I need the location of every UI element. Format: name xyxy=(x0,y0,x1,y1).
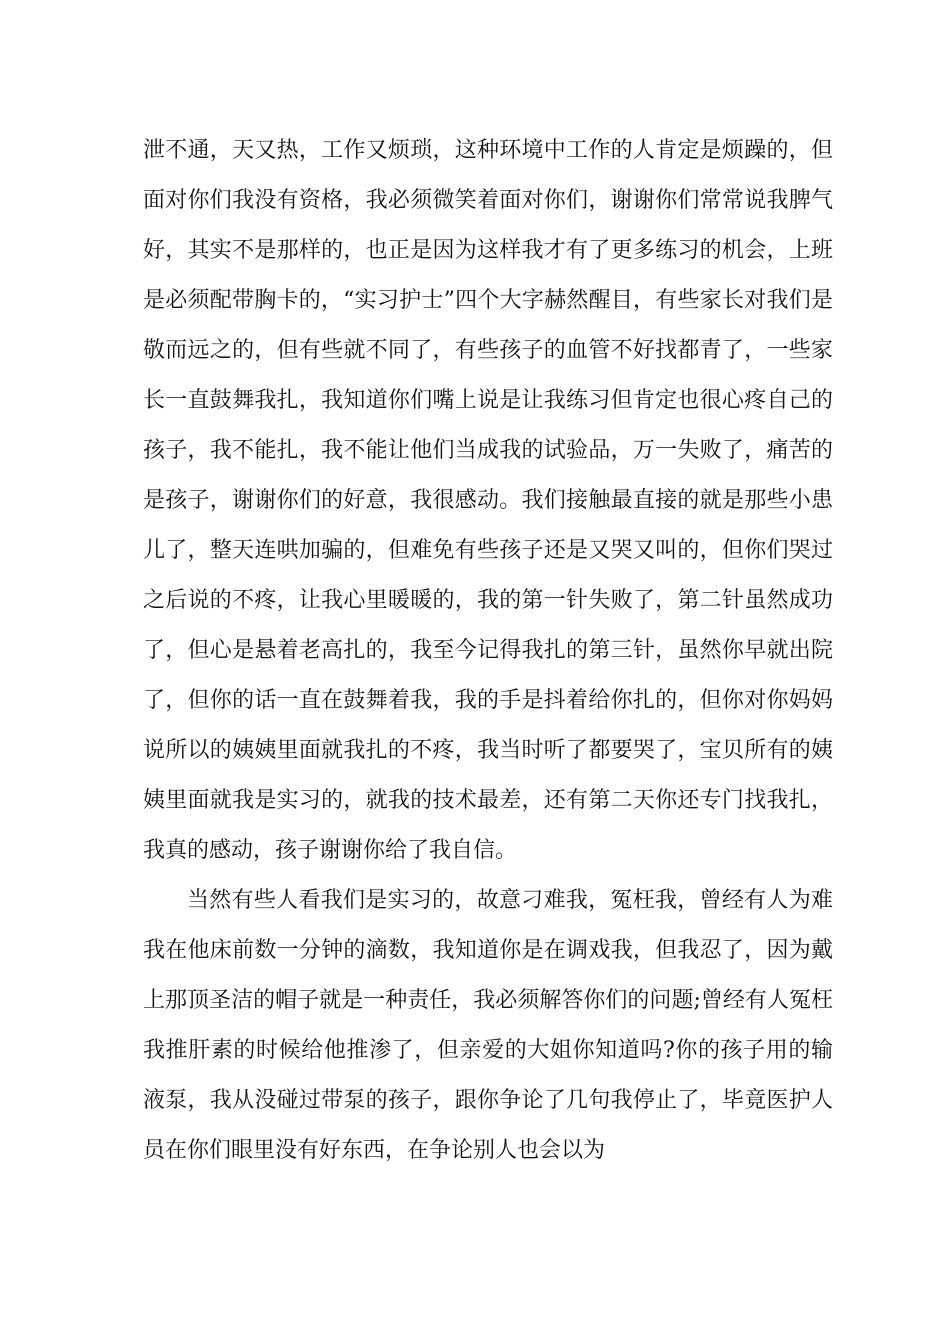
body-paragraph-2: 当然有些人看我们是实习的，故意刁难我，冤枉我，曾经有人为难我在他床前数一分钟的滴数，我知道你是在调戏我，但我忍了，因为戴上那顶圣洁的帽子就是一种责任，我必须解答你们的问题;曾经有人冤枉我推肝素的时候给他推渗了，但亲爱的大姐你知道吗?你的孩子用的输液泵，我从没碰过带泵的孩子，跟你争论了几句我停止了，毕竟医护人员在你们眼里没有好东西，在争论别人也会以为 xyxy=(143,888,833,1163)
body-paragraph-1: 泄不通，天又热，工作又烦琐，这种环境中工作的人肯定是烦躁的，但面对你们我没有资格，我必须微笑着面对你们，谢谢你们常常说我脾气好，其实不是那样的，也正是因为这样我才有了更多练习的机会，上班是必须配带胸卡的，“实习护士”四个大字赫然醒目，有些家长对我们是敬而远之的，但有些就不同了，有些孩子的血管不好找都青了，一些家长一直鼓舞我扎，我知道你们嘴上说是让我练习但肯定也很心疼自己的孩子，我不能扎，我不能让他们当成我的试验品，万一失败了，痛苦的是孩子，谢谢你们的好意，我很感动。我们接触最直接的就是那些小患儿了，整天连哄加骗的，但难免有些孩子还是又哭又叫的，但你们哭过之后说的不疼，让我心里暖暖的，我的第一针失败了，第二针虽然成功了，但心是悬着老高扎的，我至今记得我扎的第三针，虽然你早就出院了，但你的话一直在鼓舞着我，我的手是抖着给你扎的，但你对你妈妈说所以的姨姨里面就我扎的不疼，我当时听了都要哭了，宝贝所有的姨姨里面就我是实习的，就我的技术最差，还有第二天你还专门找我扎，我真的感动，孩子谢谢你给了我自信。 xyxy=(143,138,833,863)
document-page xyxy=(143,126,833,1176)
